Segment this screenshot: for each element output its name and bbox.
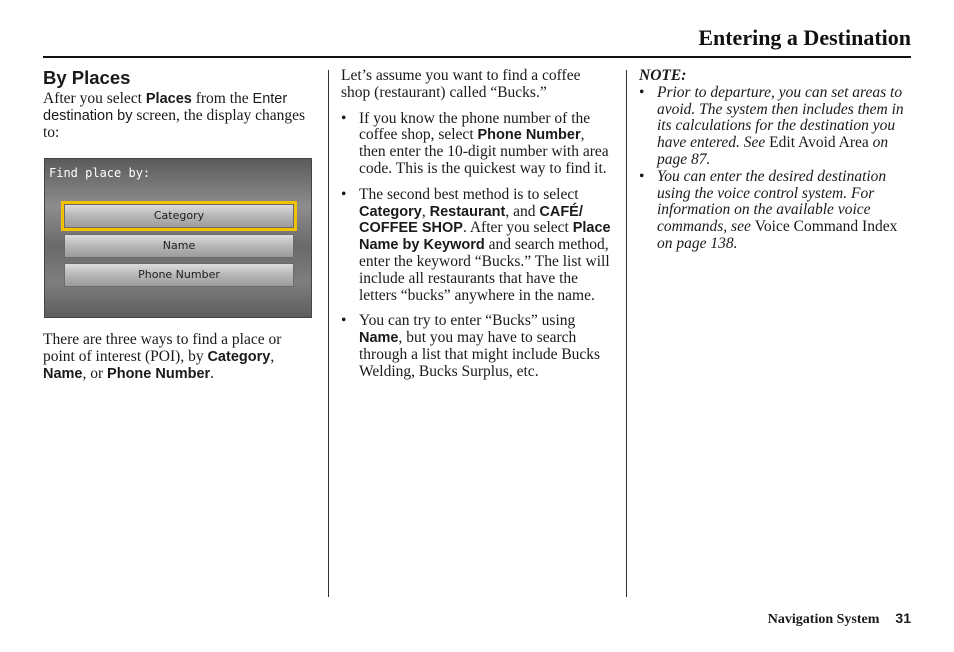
text: There are three ways to find a place or point of interest (POI), by (43, 331, 282, 366)
list-item (639, 169, 911, 253)
text: , and (505, 202, 540, 220)
cross-reference[interactable]: Edit Avoid Area (769, 134, 869, 152)
ui-term-restaurant: Restaurant (429, 203, 506, 220)
ui-term-cafe-coffee-shop: CAFÉ/ COFFEE SHOP (359, 203, 583, 237)
text: on page 138. (657, 234, 738, 252)
text: , (270, 348, 275, 366)
list-item (341, 313, 613, 380)
list-item (341, 187, 613, 305)
text: After you select (43, 90, 146, 107)
column-1 (43, 66, 315, 383)
text: The second best method is to select (359, 185, 579, 203)
ui-term-name: Name (359, 330, 399, 347)
text: Prior to departure, you can set areas to avoid. The system then includes them in its calculations for the destination you have entered. See (657, 83, 904, 152)
footer-label: Navigation System (767, 612, 880, 627)
method-list (341, 111, 613, 381)
name-button[interactable]: Name (64, 234, 294, 258)
note-list (639, 85, 911, 253)
cross-reference[interactable]: Voice Command Index (754, 218, 898, 236)
text: , or (82, 364, 108, 382)
ui-term-phone-number: Phone Number (477, 127, 581, 144)
text: screen, the display changes to: (43, 106, 306, 141)
column-divider (328, 70, 329, 597)
text: You can enter the desired destination using the voice control system. For information on the available voice commands, see (657, 167, 887, 236)
column-2 (341, 66, 613, 390)
list-item (341, 111, 613, 178)
category-button[interactable]: Category (64, 204, 294, 228)
text: and search method, enter the keyword “Bucks.” The list will include all restaurants that have the letters “bucks” anywhere in the name. (359, 236, 610, 304)
page-number: 31 (895, 610, 911, 626)
ways-paragraph (43, 332, 315, 382)
ui-term-enter-destination-by: Enter destination by (43, 91, 288, 124)
text: , (421, 202, 430, 220)
page-title: Entering a Destination (698, 25, 911, 50)
ui-term-phone-number: Phone Number (107, 365, 211, 382)
text: You can try to enter “Bucks” using (359, 312, 576, 330)
text: from the (191, 90, 253, 107)
note-title: NOTE: (639, 67, 687, 84)
list-item (639, 85, 911, 169)
ui-term-place-name-by-keyword: Place Name by Keyword (359, 220, 611, 254)
text: . (210, 364, 215, 382)
text: , but you may have to search through a list that might include Bucks Welding, Bucks Surplus, etc. (359, 329, 601, 380)
ui-term-places: Places (145, 91, 192, 107)
intro-paragraph: Let’s assume you want to find a coffee shop (restaurant) called “Bucks.” (341, 67, 581, 101)
ui-term-category: Category (359, 203, 422, 220)
text: If you know the phone number of the coffee shop, select (359, 109, 591, 144)
phone-number-button[interactable]: Phone Number (64, 263, 294, 287)
header-rule (43, 56, 911, 58)
page-footer (768, 610, 911, 628)
column-3 (639, 66, 911, 253)
column-divider (626, 70, 627, 597)
text: . After you select (462, 219, 573, 237)
ui-term-category: Category (207, 349, 271, 366)
ui-term-name: Name (43, 365, 83, 382)
text: on page 87. (657, 134, 889, 168)
text: , then enter the 10-digit number with area code. This is the quickest way to find it. (359, 126, 609, 177)
screen-label: Find place by: (49, 166, 151, 181)
section-title: By Places (43, 67, 131, 88)
intro-paragraph (43, 91, 315, 141)
screenshot-find-place-by (44, 158, 312, 318)
